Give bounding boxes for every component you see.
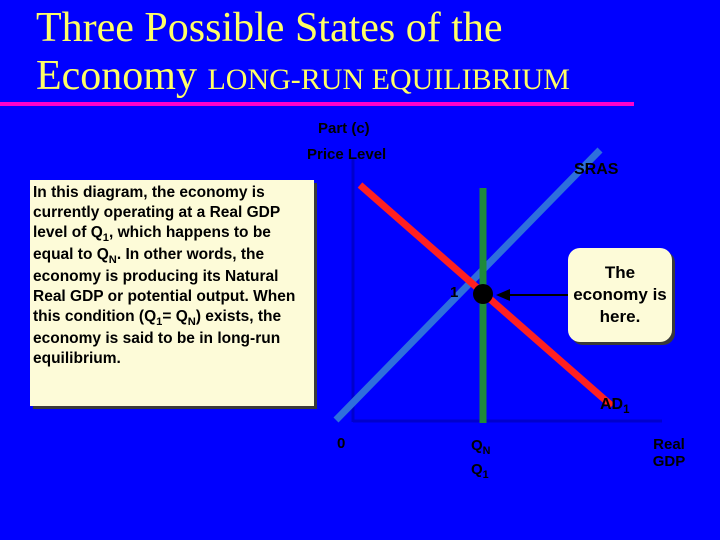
- x-axis-label: Real GDP: [652, 436, 686, 470]
- y-axis-label: Price Level: [307, 146, 387, 163]
- ad-label: $AD_1$: [600, 396, 630, 417]
- title-long-run-equilibrium: LONG-RUN EQUILIBRIUM: [207, 63, 570, 97]
- q1-label: $Q_1$: [471, 461, 489, 481]
- equilibrium-point: [473, 284, 493, 304]
- economy-here-callout: [568, 248, 672, 342]
- callout-text: The economy is here.: [573, 262, 667, 327]
- part-label: Part (c): [318, 120, 370, 137]
- qn-label: $Q_N$: [471, 437, 491, 457]
- explanation-note: In this diagram, the economy is currently operating at a Real GDP level of $Q_1$, which happens to be equal to $Q_N$. In other words, the economy is producing its Natural Real GDP or potential output. When this condition $(Q_1= Q_N)$ exists, the economy is said to be in long-run equilibrium.: [30, 180, 314, 406]
- origin-label: 0: [337, 435, 346, 452]
- title-line-1: Three Possible States of the: [36, 5, 503, 51]
- sras-curve: [336, 150, 600, 420]
- sras-label: SRAS: [574, 161, 619, 178]
- title-economy: Economy: [36, 53, 197, 100]
- callout-arrowhead: [496, 289, 510, 301]
- point-label: 1: [450, 284, 459, 301]
